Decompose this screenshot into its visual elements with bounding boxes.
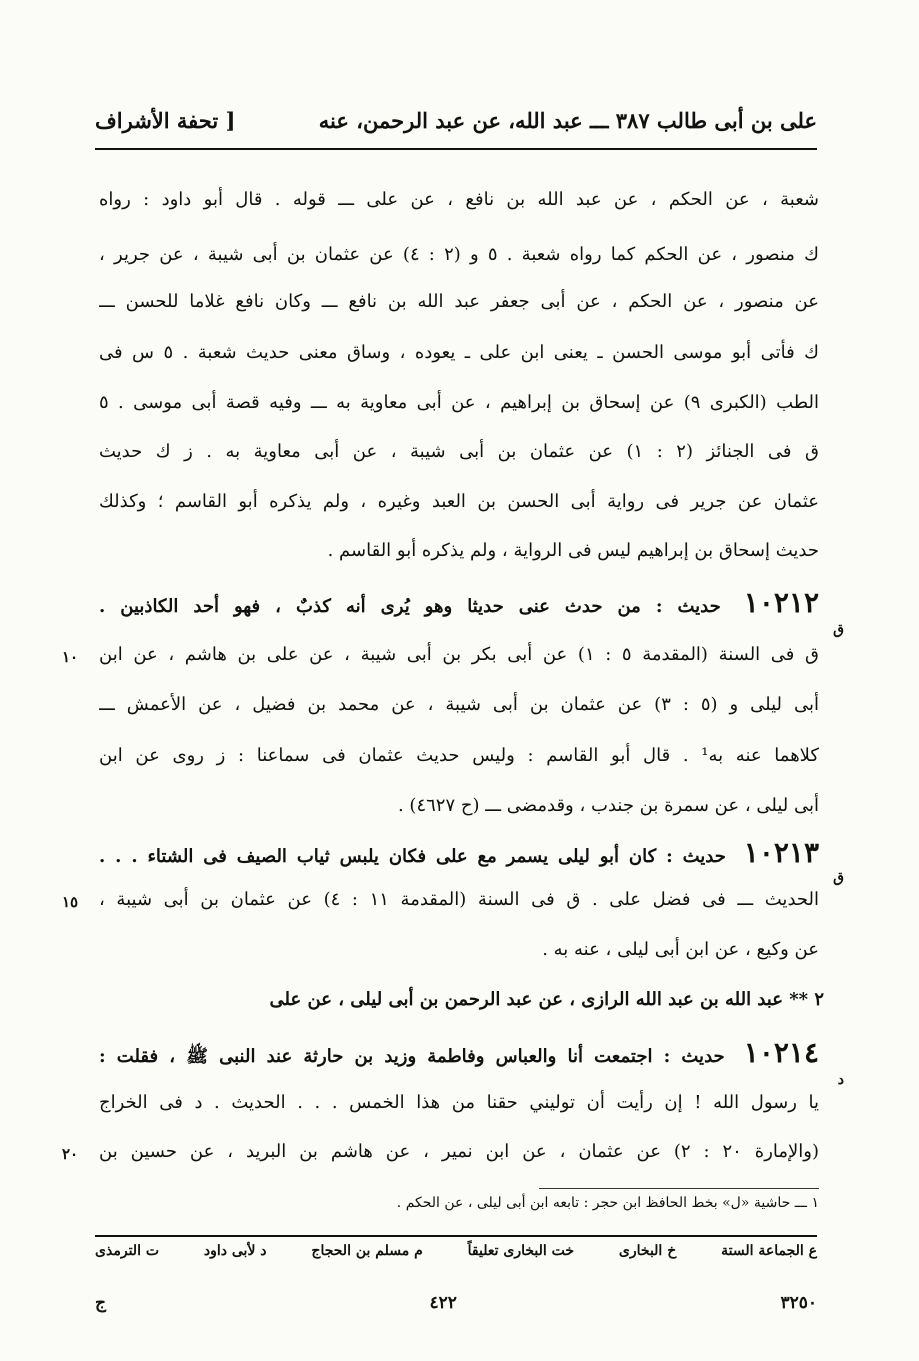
body-line-2: ك منصور ، عن الحكم كما رواه شعبة . ٥ و (٢ : ٤) عن عثمان بن أبى شيبة ، عن جرير ، — [99, 244, 819, 265]
line-number-20: ٢٠ — [62, 1145, 79, 1163]
body-line-6: ق فى الجنائز (٢ : ١) عن عثمان بن أبى شيبة ، عن أبى معاوية به . ز ك حديث — [99, 441, 819, 462]
header-rule — [95, 148, 817, 150]
margin-siglum: ق — [833, 622, 844, 638]
hadith-10212-line-3: كلاهما عنه به¹ . قال أبو القاسم : وليس حديث عثمان فى سماعنا : ز روى عن ابن — [99, 745, 819, 766]
margin-siglum: د — [837, 1072, 844, 1088]
hadith-10213-line-2: عن وكيع ، عن ابن أبى ليلى ، عنه به . — [542, 939, 819, 960]
legend-item: خ البخارى — [618, 1243, 677, 1259]
line-number-15: ١٥ — [62, 893, 79, 911]
body-line-3: عن منصور ، عن الحكم ، عن أبى جعفر عبد الله بن نافع ـــ وكان نافع غلاما للحسن ـــ — [99, 291, 819, 312]
legend-item: ت الترمذى — [95, 1243, 160, 1259]
legend-rule — [95, 1235, 817, 1237]
legend-item: ع الجماعة الستة — [721, 1243, 817, 1259]
body-line-1: شعبة ، عن الحكم ، عن عبد الله بن نافع ، عن على ـــ قوله . قال أبو داود : رواه — [99, 189, 819, 210]
line-number-10: ١٠ — [62, 648, 79, 666]
hadith-10214 — [99, 1038, 819, 1072]
hadith-10214-line-1: يا رسول الله ! إن رأيت أن توليني حقنا من هذا الخمس . . . الحديث . د فى الخراج — [99, 1092, 819, 1113]
signature-mark: ج — [95, 1293, 106, 1313]
hadith-10213-line-1: الحديث ـــ فى فضل على . ق فى السنة (المقدمة ١١ : ٤) عن عثمان بن أبى شيبة ، — [99, 889, 819, 910]
running-header — [95, 100, 817, 140]
hadith-number: ١٠٢١٣ — [743, 838, 819, 869]
body-line-5: الطب (الكبرى ٩) عن إسحاق بن إبراهيم ، عن أبى معاوية به ـــ وفيه قصة أبى موسى . ٥ — [99, 392, 819, 413]
hadith-number: ١٠٢١٤ — [743, 1038, 819, 1069]
footnote-rule — [539, 1188, 819, 1189]
hadith-10212-line-2: أبى ليلى و (٥ : ٣) عن عثمان بن أبى شيبة ، عن محمد بن فضيل ، عن الأعمش ـــ — [99, 694, 819, 715]
page-number: ٤٢٢ — [429, 1293, 457, 1313]
hadith-10214-line-2: (والإمارة ٢٠ : ٢) عن عثمان ، عن ابن نمير ، عن هاشم بن البريد ، عن حسين بن — [99, 1141, 819, 1162]
legend-item: خت البخارى تعليقاً — [467, 1243, 575, 1259]
hadith-text: حديث : كان أبو ليلى يسمر مع على فكان يلبس ثياب الصيف فى الشتاء . . . — [99, 846, 726, 867]
section-heading: ٢ ** عبد الله بن عبد الله الرازى ، عن عبد الرحمن بن أبى ليلى ، عن على — [269, 989, 824, 1010]
hadith-text: حديث : من حدث عنى حديثا وهو يُرى أنه كذبٌ ، فهو أحد الكاذبين . — [99, 596, 721, 617]
hadith-text: حديث : اجتمعت أنا والعباس وفاطمة وزيد بن حارثة عند النبى ﷺ ، فقلت : — [99, 1046, 725, 1067]
body-line-7: عثمان عن جرير فى رواية أبى الحسن بن العبد وغيره ، ولم يذكره أبو القاسم ؛ وكذلك — [99, 491, 819, 512]
hadith-10212-line-1: ق فى السنة (المقدمة ٥ : ١) عن أبى بكر بن أبى شيبة ، عن على بن هاشم ، عن ابن — [99, 644, 819, 665]
header-book-name: [ تحفة الأشراف — [95, 107, 236, 133]
volume-number: ٣٢٥٠ — [780, 1293, 817, 1313]
hadith-10212 — [99, 588, 819, 622]
margin-siglum: ق — [833, 870, 844, 886]
page-footer — [95, 1293, 817, 1313]
body-line-8: حديث إسحاق بن إبراهيم ليس فى الرواية ، ولم يذكره أبو القاسم . — [327, 540, 819, 561]
abbreviation-legend — [95, 1243, 817, 1259]
footnote: ١ ـــ حاشية «ل» بخط الحافظ ابن حجر : تابعه ابن أبى ليلى ، عن الحكم . — [396, 1195, 819, 1211]
hadith-10212-line-4: أبى ليلى ، عن سمرة بن جندب ، وقدمضى ـــ (ح ٤٦٢٧) . — [397, 795, 819, 816]
body-line-4: ك فأتى أبو موسى الحسن ـ يعنى ابن على ـ يعوده ، وساق معنى حديث شعبة . ٥ س فى — [99, 342, 819, 363]
header-title: على بن أبى طالب ٣٨٧ ـــ عبد الله، عن عبد الرحمن، عنه — [318, 107, 817, 133]
legend-item: د لأبى داود — [203, 1243, 267, 1259]
hadith-number: ١٠٢١٢ — [743, 588, 819, 619]
hadith-10213 — [99, 838, 819, 872]
legend-item: م مسلم بن الحجاج — [311, 1243, 423, 1259]
